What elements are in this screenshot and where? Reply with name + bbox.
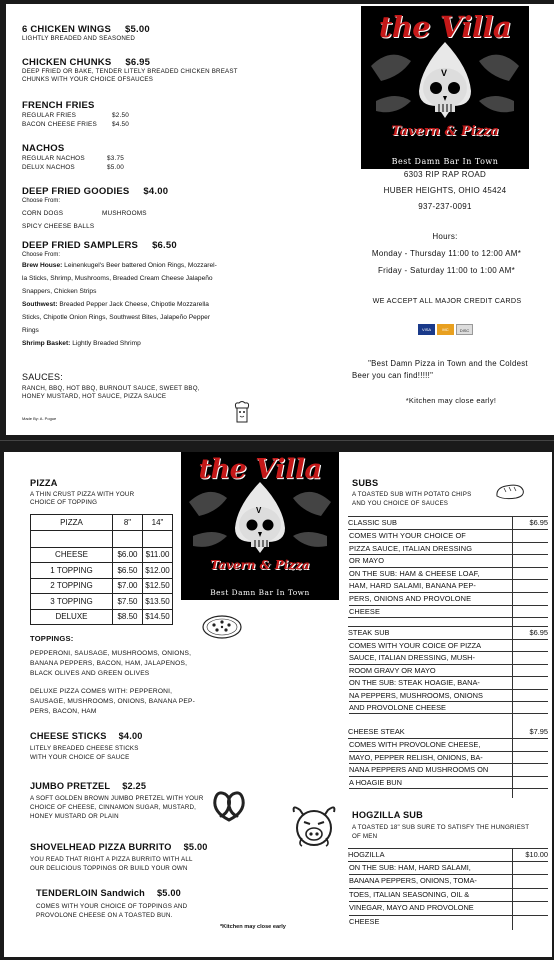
logo-title: the Villa: [378, 10, 512, 44]
burrito-price: $5.00: [183, 842, 208, 852]
credit-card-icons: [418, 324, 473, 335]
burrito-header: [30, 842, 208, 852]
menu-page-top: [6, 4, 554, 435]
cheese-steak-line: COMES WITH PROVOLONE CHEESE,: [349, 739, 548, 752]
pretzel-desc: A SOFT GOLDEN BROWN JUMBO PRETZEL WITH YOUR: [30, 795, 204, 802]
pizza-price-14: $14.50: [143, 609, 173, 625]
subs-name: SUBS: [352, 478, 379, 488]
villa-logo: [361, 6, 529, 169]
table-row: [31, 547, 173, 563]
goodies-option: SPICY CHEESE BALLS: [22, 223, 95, 230]
shrimp-label: Shrimp Basket:: [22, 340, 71, 347]
hogzilla-item-name: HOGZILLA: [348, 850, 385, 859]
subs-desc: AND YOU CHOICE OF SAUCES: [352, 500, 449, 507]
chunks-name: CHICKEN CHUNKS: [22, 57, 112, 68]
chunks-price: $6.95: [125, 57, 151, 68]
phone: 937-237-0091: [418, 202, 472, 211]
southwest-text: Sticks, Chipotle Onion Rings, Southwest Bites, Jalapeño Pepper: [22, 314, 211, 321]
pizza-price-8: $7.00: [113, 578, 143, 594]
cheese-sticks-desc: WITH YOUR CHOICE OF SAUCE: [30, 754, 130, 761]
pizza-size-name: DELUXE: [31, 609, 113, 625]
pizza-price-8: $7.50: [113, 594, 143, 610]
classic-sub-line: ON THE SUB: HAM & CHEESE LOAF,: [349, 568, 548, 581]
cheese-steak-price: $7.95: [529, 727, 548, 736]
classic-sub-name: CLASSIC SUB: [348, 518, 397, 527]
southwest-label: Southwest:: [22, 301, 58, 308]
chunks-desc-2: CHUNKS WITH YOUR CHOICE OFSAUCES: [22, 76, 154, 83]
toppings-list: [30, 649, 191, 679]
hogzilla-line: BANANA PEPPERS, ONIONS, TOMA-: [349, 875, 548, 888]
sauces-line: RANCH, BBQ, HOT BBQ, BURNOUT SAUCE, SWEET BBQ,: [22, 385, 200, 392]
chunks-section: [22, 57, 238, 84]
cheese-steak-line: MAYO, PEPPER RELISH, ONIONS, BA-: [349, 752, 548, 765]
mastercard-icon: MC: [437, 324, 454, 335]
fries-item-price: $2.50: [112, 112, 129, 119]
hogzilla-line: VINEGAR, MAYO AND PROVOLONE: [349, 902, 548, 915]
shrimp-text: Lightly Breaded Shrimp: [72, 340, 141, 347]
pizza-icon: [202, 614, 242, 645]
address: 6303 RIP RAP ROAD: [403, 170, 487, 179]
made-by-credit: Made By: A. Pogue: [22, 416, 57, 421]
pizza-price-14: $11.00: [143, 547, 173, 563]
tenderloin-name: TENDERLOIN Sandwich: [36, 888, 145, 898]
classic-sub-line: OR MAYO: [349, 555, 548, 568]
pizza-price-14: $12.00: [143, 563, 173, 579]
nachos-item-name: DELUX NACHOS: [22, 164, 75, 171]
hogzilla-line: CHEESE: [349, 916, 380, 926]
logo-tagline: Best Damn Bar In Town: [210, 588, 310, 597]
pizza-size-name: 3 TOPPING: [31, 594, 113, 610]
hogzilla-desc: A TOASTED 18" SUB SURE TO SATISFY THE HUNGRIEST: [352, 824, 530, 831]
classic-sub-price: $6.95: [529, 518, 548, 527]
chunks-desc-1: DEEP FRIED OR BAKE, TENDER LITELY BREADED CHICKEN BREAST: [22, 68, 238, 75]
burrito-name: SHOVELHEAD PIZZA BURRITO: [30, 842, 172, 852]
hours-title: Hours:: [432, 232, 458, 241]
chef-icon: [232, 400, 252, 431]
pizza-price-14: $13.50: [143, 594, 173, 610]
fries-name: FRENCH FRIES: [22, 100, 95, 111]
toppings-line: BLACK OLIVES AND GREEN OLIVES: [30, 670, 150, 677]
sauces-section: [22, 372, 200, 401]
discover-card-icon: DISC: [456, 324, 473, 335]
cheese-steak-line: A HOAGIE BUN: [349, 777, 548, 790]
nachos-item-name: REGULAR NACHOS: [22, 155, 85, 162]
sauces-line: HONEY MUSTARD, HOT SAUCE, PIZZA SAUCE: [22, 393, 167, 400]
tenderloin-desc: COMES WITH YOUR CHOICE OF TOPPINGS AND: [36, 903, 188, 910]
classic-sub-line: CHEESE: [349, 606, 380, 616]
kitchen-note-bottom: *Kitchen may close early: [220, 924, 286, 930]
pizza-desc: A THIN CRUST PIZZA WITH YOUR: [30, 491, 135, 498]
page-divider: [0, 440, 554, 441]
quote-line-2: Beer you can find!!!!!": [352, 371, 434, 380]
samplers-name: DEEP FRIED SAMPLERS: [22, 240, 139, 251]
brew-label: Brew House:: [22, 262, 63, 269]
steak-sub-line: COMES WITH YOUR COICE OF PIZZA: [349, 640, 548, 652]
burrito-desc: YOU READ THAT RIGHT A PIZZA BURRITO WITH ALL: [30, 856, 193, 863]
wings-price: $5.00: [125, 24, 150, 35]
nachos-item-price: $3.75: [107, 155, 124, 162]
southwest-text: Breaded Pepper Jack Cheese, Chipotle Mozzarella: [59, 301, 209, 308]
logo-letter: V: [441, 68, 448, 78]
logo-subtitle: Tavern & Pizza: [391, 124, 499, 139]
classic-sub-line: COMES WITH YOUR CHOICE OF: [349, 530, 548, 543]
classic-sub-line: PERS, ONIONS AND PROVOLONE: [349, 593, 548, 606]
deluxe-line: PERS, BACON, HAM: [30, 708, 97, 715]
logo-title: the Villa: [198, 454, 322, 485]
southwest-text: Rings: [22, 327, 39, 334]
pizza-col-header: 8": [113, 515, 143, 531]
nachos-section: [22, 143, 124, 172]
hogzilla-name: HOGZILLA SUB: [352, 810, 423, 820]
goodies-price: $4.00: [143, 186, 169, 197]
logo-letter: V: [256, 506, 262, 515]
classic-sub-line: HAM, HARD SALAMI, BANANA PEP-: [349, 580, 548, 593]
steak-sub-line: NA PEPPERS, MUSHROOMS, ONIONS: [349, 690, 548, 702]
goodies-choose: Choose From:: [22, 198, 61, 204]
pizza-price-14: $12.50: [143, 578, 173, 594]
sauces-name: SAUCES:: [22, 372, 63, 382]
logo-subtitle: Tavern & Pizza: [210, 558, 310, 572]
credit-cards-text: WE ACCEPT ALL MAJOR CREDIT CARDS: [372, 296, 522, 305]
toppings-line: BANANA PEPPERS, BACON, HAM, JALAPENOS,: [30, 660, 188, 667]
fries-item-price: $4.50: [112, 121, 129, 128]
samplers-price: $6.50: [152, 240, 177, 251]
deluxe-desc: [30, 687, 195, 717]
brew-text: Leinenkugel's Beer battered Onion Rings, Mozzarel-: [64, 262, 217, 269]
steak-sub-block: [348, 626, 548, 714]
cheese-sticks-header: [30, 731, 143, 741]
table-row: [31, 563, 173, 579]
pizza-price-8: $6.00: [113, 547, 143, 563]
cheese-sticks-price: $4.00: [118, 731, 143, 741]
fries-item-name: REGULAR FRIES: [22, 112, 77, 119]
tenderloin-desc: PROVOLONE CHEESE ON A TOASTED BUN.: [36, 912, 173, 919]
visa-card-icon: VISA: [418, 324, 435, 335]
brew-text: la Sticks, Shrimp, Mushrooms, Breaded Cream Cheese Jalapeño: [22, 275, 213, 282]
hogzilla-price: $10.00: [525, 850, 548, 859]
hours-weekend: Friday - Saturday 11:00 to 1:00 AM*: [377, 266, 516, 275]
deluxe-line: DELUXE PIZZA COMES WITH: PEPPERONI,: [30, 688, 173, 695]
table-row: [31, 578, 173, 594]
wings-desc: LIGHTLY BREADED AND SEASONED: [22, 35, 135, 42]
pizza-price-8: $6.50: [113, 563, 143, 579]
toppings-line: PEPPERONI, SAUSAGE, MUSHROOMS, ONIONS,: [30, 650, 192, 657]
pretzel-icon: [209, 786, 249, 829]
menu-page-bottom: [4, 452, 552, 957]
pretzel-name: JUMBO PRETZEL: [30, 781, 111, 791]
pizza-size-name: 1 TOPPING: [31, 563, 113, 579]
pretzel-price: $2.25: [122, 781, 147, 791]
sub-sandwich-icon: [494, 482, 526, 507]
pretzel-header: [30, 781, 146, 791]
cheese-sticks-desc: LITELY BREADED CHEESE STICKS: [30, 745, 139, 752]
samplers-section: [22, 240, 272, 350]
classic-sub-line: PIZZA SAUCE, ITALIAN DRESSING: [349, 543, 548, 556]
pizza-price-table: [30, 514, 173, 625]
pizza-col-header: PIZZA: [31, 515, 113, 531]
tenderloin-price: $5.00: [156, 888, 181, 898]
villa-logo: [181, 452, 339, 600]
pizza-price-8: $8.50: [113, 609, 143, 625]
goodies-option: MUSHROOMS: [102, 210, 147, 217]
cheese-steak-line: NANA PEPPERS AND MUSHROOMS ON: [349, 764, 548, 777]
steak-sub-line: SAUCE, ITALIAN DRESSING, MUSH-: [349, 652, 548, 664]
samplers-choose: Choose From:: [22, 252, 61, 258]
city: HUBER HEIGHTS, OHIO 45424: [383, 186, 507, 195]
deluxe-line: SAUSAGE, MUSHROOMS, ONIONS, BANANA PEP-: [30, 698, 195, 705]
goodies-section: [22, 186, 168, 231]
goodies-name: DEEP FRIED GOODIES: [22, 186, 130, 197]
steak-sub-line: ROOM GRAVY OR MAYO: [349, 665, 548, 677]
pizza-desc: CHOICE OF TOPPING: [30, 499, 98, 506]
steak-sub-price: $6.95: [529, 628, 548, 637]
pretzel-desc: HONEY MUSTARD OR PLAIN: [30, 813, 119, 820]
kitchen-note-top: *Kitchen may close early!: [405, 396, 497, 405]
pretzel-desc: CHOICE OF CHEESE, CINNAMON SUGAR, MUSTARD,: [30, 804, 197, 811]
steak-sub-line: ON THE SUB: STEAK HOAGIE, BANA-: [349, 677, 548, 689]
hours-weekday: Monday - Thursday 11:00 to 12:00 AM*: [371, 249, 522, 258]
cheese-steak-block: [348, 726, 548, 789]
pizza-col-header: 14": [143, 515, 173, 531]
pizza-name: PIZZA: [30, 478, 58, 488]
fries-section: [22, 100, 129, 129]
subs-desc: A TOASTED SUB WITH POTATO CHIPS: [352, 491, 472, 498]
hog-icon: [288, 802, 340, 857]
cheese-sticks-name: CHEESE STICKS: [30, 731, 107, 741]
table-row: [31, 594, 173, 610]
quote-line-1: "Best Damn Pizza in Town and the Coldest: [368, 359, 528, 368]
wings-name: 6 CHICKEN WINGS: [22, 24, 112, 35]
pizza-size-name: CHEESE: [31, 547, 113, 563]
fries-item-name: BACON CHEESE FRIES: [22, 121, 97, 128]
brew-text: Snappers, Chicken Strips: [22, 288, 97, 295]
hogzilla-line: TOES, ITALIAN SEASONING, OIL &: [349, 889, 548, 902]
tenderloin-header: [36, 888, 181, 898]
burrito-desc: OUR DELICIOUS TOPPINGS OR BUILD YOUR OWN: [30, 865, 188, 872]
wings-section: [22, 24, 150, 43]
nachos-name: NACHOS: [22, 143, 65, 154]
goodies-option: CORN DOGS: [22, 210, 64, 217]
toppings-name: TOPPINGS:: [30, 634, 74, 643]
pizza-size-name: 2 TOPPING: [31, 578, 113, 594]
nachos-item-price: $5.00: [107, 164, 124, 171]
cheese-steak-name: CHEESE STEAK: [348, 727, 405, 736]
steak-sub-line: AND PROVOLONE CHEESE: [349, 702, 548, 714]
table-row: [31, 609, 173, 625]
logo-tagline: Best Damn Bar In Town: [391, 157, 499, 166]
hogzilla-block: [348, 848, 548, 928]
hogzilla-desc: OF MEN: [352, 833, 378, 840]
classic-sub-block: [348, 516, 548, 618]
steak-sub-name: STEAK SUB: [348, 628, 390, 637]
hogzilla-line: ON THE SUB: HAM, HARD SALAMI,: [349, 862, 548, 875]
